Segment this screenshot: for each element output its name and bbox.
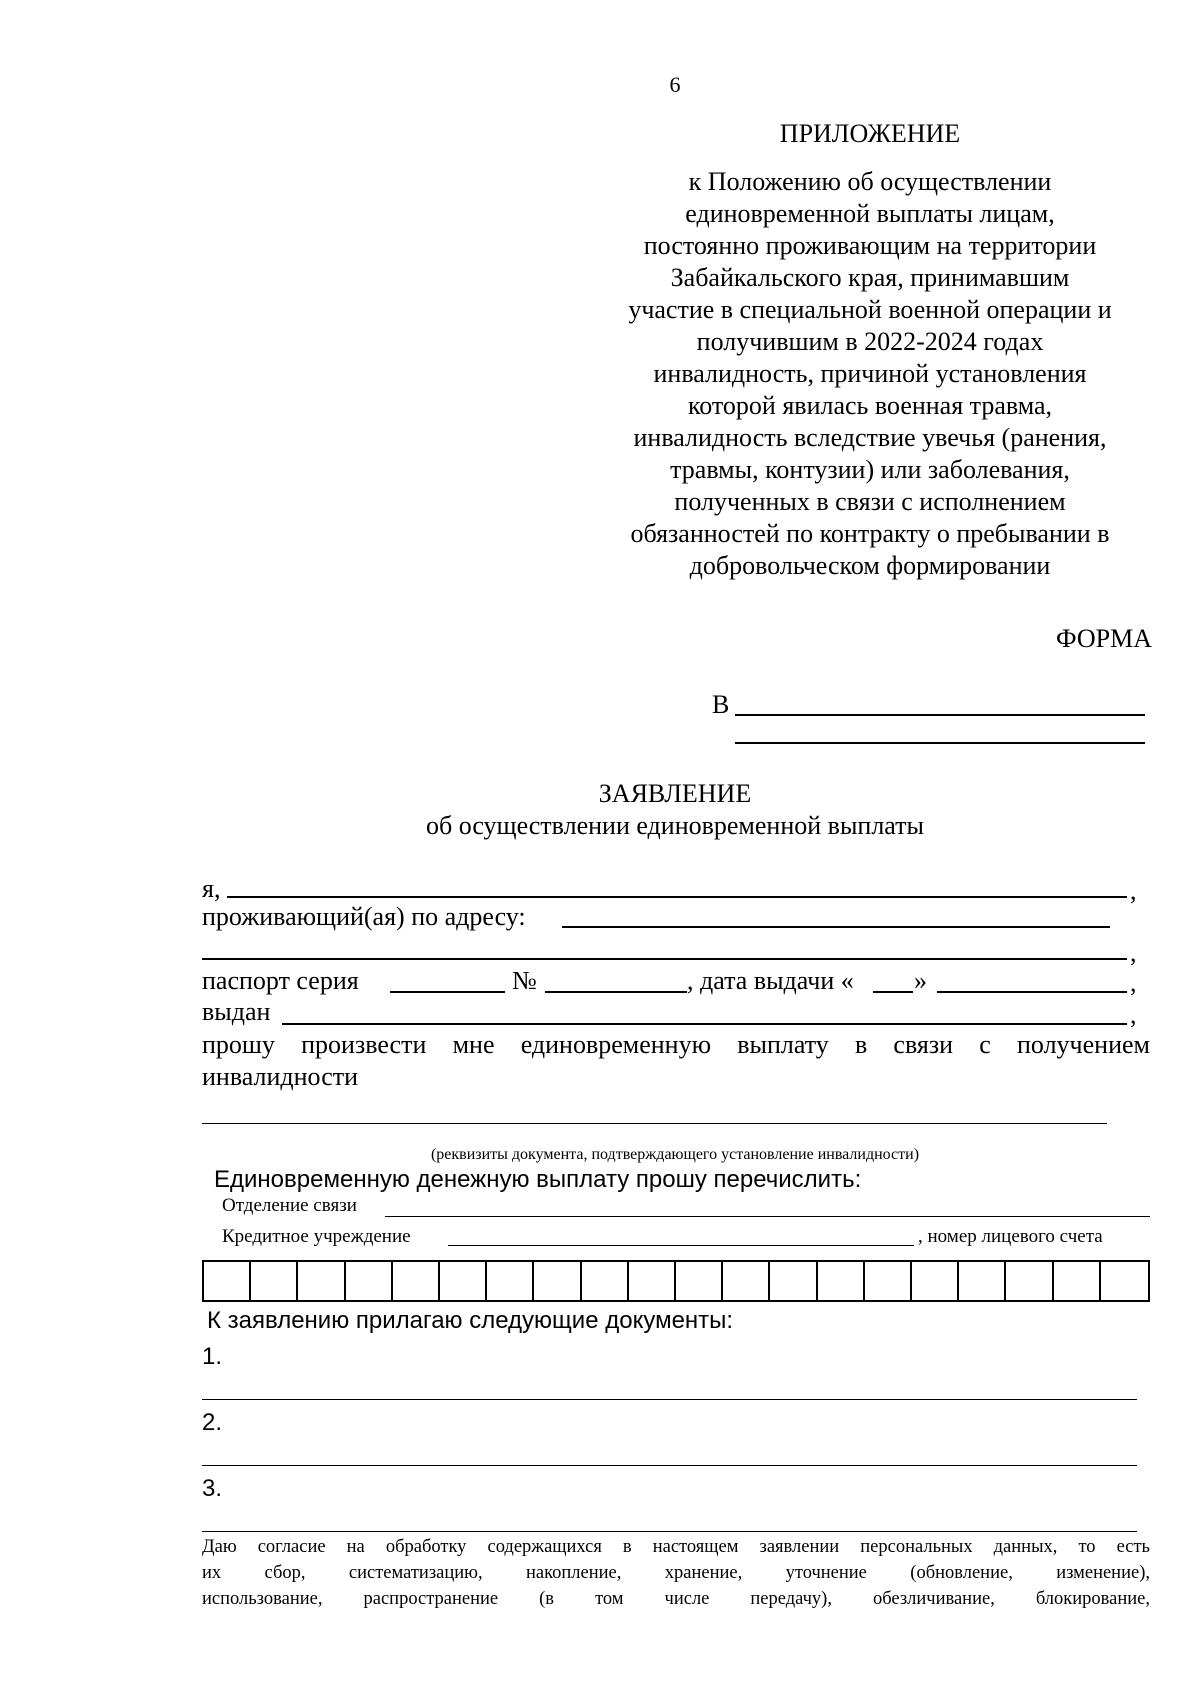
account-digit-cell[interactable] bbox=[582, 1262, 629, 1300]
account-digit-cell[interactable] bbox=[629, 1262, 676, 1300]
appendix-title: ПРИЛОЖЕНИЕ bbox=[779, 119, 961, 148]
account-digit-cell[interactable] bbox=[204, 1262, 251, 1300]
account-number-grid[interactable] bbox=[202, 1260, 1150, 1302]
disability-document-caption: (реквизиты документа, подтверждающего установление инвалидности) bbox=[430, 1146, 920, 1163]
payment-heading: Единовременную денежную выплату прошу перечислить: bbox=[214, 1166, 862, 1193]
account-digit-cell[interactable] bbox=[723, 1262, 770, 1300]
appendix-line: Забайкальского края, принимавшим bbox=[670, 263, 1070, 292]
passport-series-label: паспорт серия bbox=[202, 966, 359, 995]
account-digit-cell[interactable] bbox=[251, 1262, 298, 1300]
appendix-line: постоянно проживающим на территории bbox=[643, 231, 1097, 260]
statement-title bbox=[0, 778, 1200, 842]
issue-day-field[interactable] bbox=[873, 991, 913, 993]
appendix-line: инвалидность вследствие увечья (ранения, bbox=[633, 423, 1107, 452]
account-digit-cell[interactable] bbox=[393, 1262, 440, 1300]
issue-date-quote: » bbox=[914, 966, 927, 995]
appendix-line: которой явилась военная травма, bbox=[687, 391, 1053, 420]
account-digit-cell[interactable] bbox=[487, 1262, 534, 1300]
address-field-2[interactable] bbox=[202, 958, 1127, 960]
attachment-field-1[interactable] bbox=[202, 1399, 1137, 1400]
post-office-label: Отделение связи bbox=[222, 1195, 357, 1216]
attachment-number: 2. bbox=[202, 1409, 223, 1436]
consent-line: использование, распространение (в том числе передачу), обезличивание, блокирование, bbox=[202, 1589, 1150, 1609]
attachment-field-2[interactable] bbox=[202, 1465, 1137, 1466]
disability-document-field[interactable] bbox=[202, 1123, 1107, 1124]
addressee-field-1[interactable] bbox=[735, 714, 1145, 716]
account-number-label: , номер лицевого счета bbox=[918, 1226, 1103, 1247]
appendix-line: полученных в связи с исполнением bbox=[674, 487, 1066, 516]
issue-date-label: , дата выдачи « bbox=[687, 966, 854, 995]
name-field[interactable] bbox=[227, 896, 1127, 898]
comma: , bbox=[1130, 876, 1137, 905]
passport-number-field[interactable] bbox=[545, 991, 687, 993]
account-digit-cell[interactable] bbox=[959, 1262, 1006, 1300]
passport-number-label: № bbox=[512, 966, 537, 995]
attachment-number: 3. bbox=[202, 1475, 223, 1502]
passport-series-field[interactable] bbox=[390, 991, 505, 993]
account-digit-cell[interactable] bbox=[298, 1262, 345, 1300]
appendix-line: травмы, контузии) или заболевания, bbox=[670, 455, 1070, 484]
statement-title-text: ЗАЯВЛЕНИЕ bbox=[598, 779, 752, 808]
account-digit-cell[interactable] bbox=[440, 1262, 487, 1300]
appendix-line: к Положению об осуществлении bbox=[688, 167, 1052, 196]
account-digit-cell[interactable] bbox=[770, 1262, 817, 1300]
form-label: ФОРМА bbox=[1056, 624, 1152, 653]
addressee-prefix: В bbox=[712, 690, 730, 719]
post-office-field[interactable] bbox=[385, 1216, 1150, 1217]
address-label: проживающий(ая) по адресу: bbox=[202, 902, 526, 931]
appendix-text bbox=[600, 166, 1140, 582]
address-field-1[interactable] bbox=[562, 926, 1110, 928]
account-digit-cell[interactable] bbox=[818, 1262, 865, 1300]
name-label: я, bbox=[202, 874, 221, 903]
issue-month-year-field[interactable] bbox=[937, 991, 1127, 993]
account-digit-cell[interactable] bbox=[676, 1262, 723, 1300]
attachment-number: 1. bbox=[202, 1343, 223, 1370]
account-digit-cell[interactable] bbox=[912, 1262, 959, 1300]
appendix-line: инвалидность, причиной установления bbox=[653, 359, 1087, 388]
statement-subtitle: об осуществлении единовременной выплаты bbox=[425, 811, 924, 840]
attachment-field-3[interactable] bbox=[202, 1531, 1137, 1532]
consent-text bbox=[202, 1534, 1150, 1612]
account-digit-cell[interactable] bbox=[1006, 1262, 1053, 1300]
appendix-line: обязанностей по контракту о пребывании в bbox=[630, 519, 1110, 548]
issued-by-field[interactable] bbox=[282, 1023, 1127, 1025]
page-number: 6 bbox=[669, 72, 681, 97]
account-digit-cell[interactable] bbox=[346, 1262, 393, 1300]
request-text: прошу произвести мне единовременную выплату в связи с получением инвалидности bbox=[202, 1030, 1150, 1091]
account-digit-cell[interactable] bbox=[865, 1262, 912, 1300]
appendix-line: получившим в 2022-2024 годах bbox=[696, 327, 1044, 356]
appendix-line: участие в специальной военной операции и bbox=[628, 295, 1112, 324]
consent-line: Даю согласие на обработку содержащихся в настоящем заявлении персональных данных, то есть bbox=[202, 1537, 1150, 1557]
account-digit-cell[interactable] bbox=[1101, 1262, 1148, 1300]
appendix-line: добровольческом формировании bbox=[689, 551, 1051, 580]
comma: , bbox=[1130, 968, 1137, 997]
account-digit-cell[interactable] bbox=[1054, 1262, 1101, 1300]
appendix-line: единовременной выплаты лицам, bbox=[685, 199, 1055, 228]
credit-institution-label: Кредитное учреждение bbox=[222, 1226, 411, 1247]
issued-by-label: выдан bbox=[202, 997, 271, 1026]
addressee-field-2[interactable] bbox=[735, 742, 1145, 744]
credit-institution-field[interactable] bbox=[448, 1245, 914, 1246]
comma: , bbox=[1130, 1000, 1137, 1029]
comma: , bbox=[1130, 938, 1137, 967]
account-digit-cell[interactable] bbox=[534, 1262, 581, 1300]
consent-line: их сбор, систематизацию, накопление, хранение, уточнение (обновление, изменение), bbox=[202, 1563, 1150, 1583]
attachments-heading: К заявлению прилагаю следующие документы: bbox=[207, 1307, 734, 1334]
